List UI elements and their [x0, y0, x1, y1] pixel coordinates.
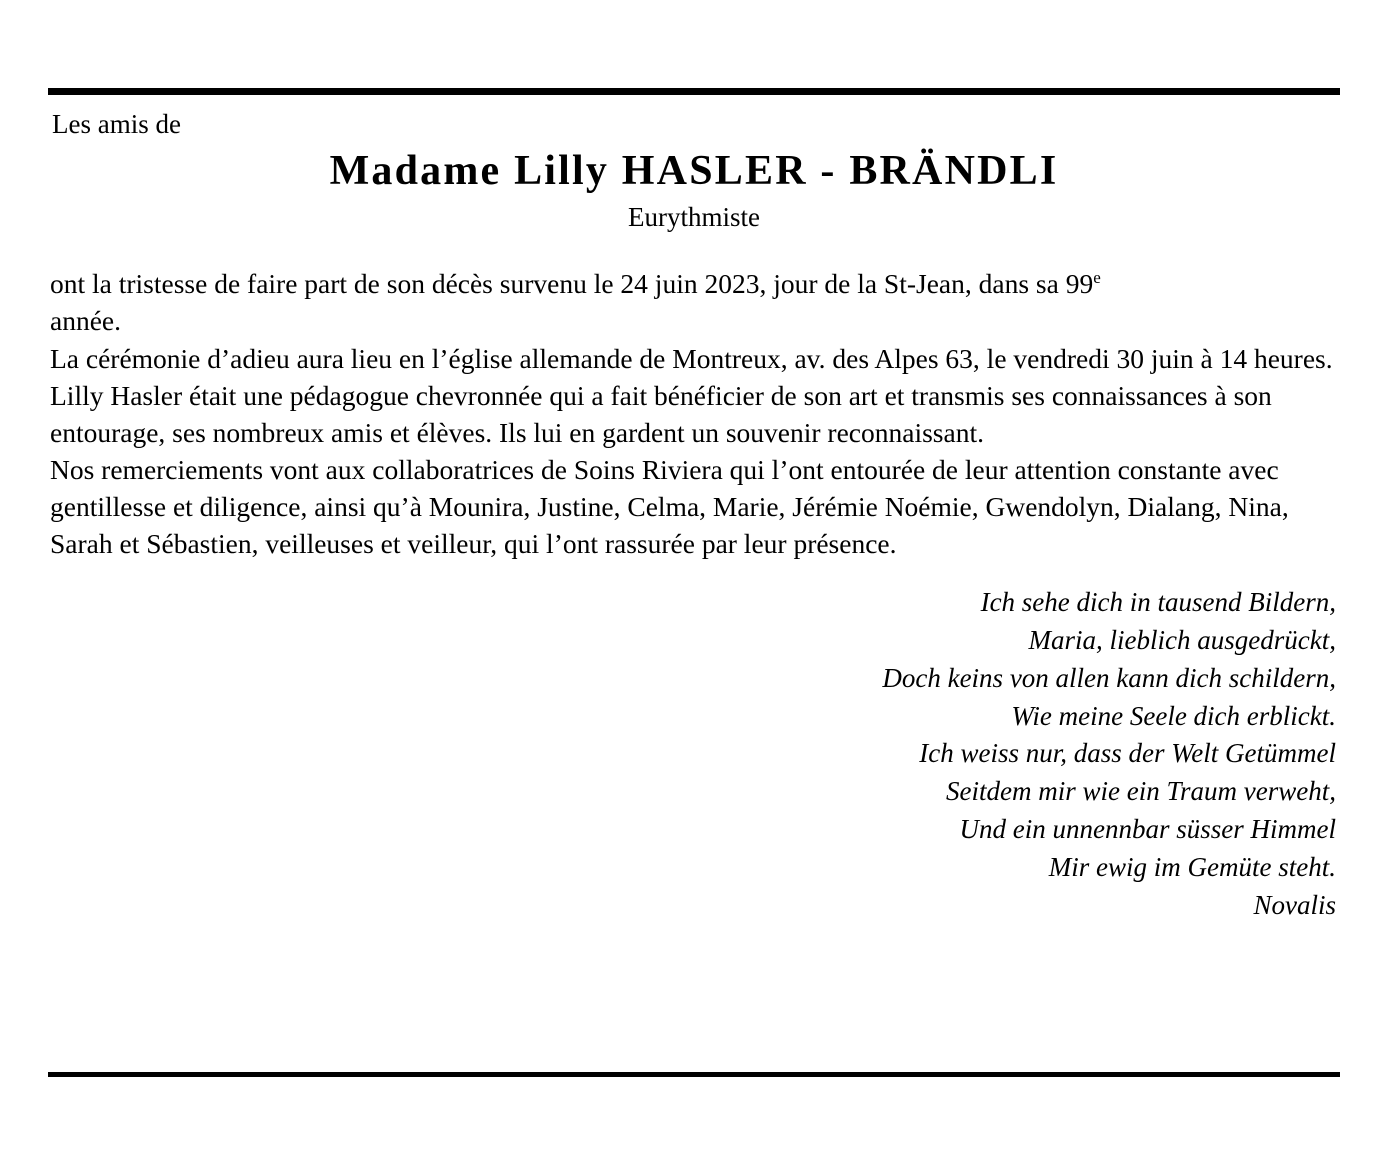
poem-author: Novalis — [1253, 889, 1336, 920]
paragraph-tribute: Lilly Hasler était une pédagogue chevronnée qui a fait bénéficier de son art et transmis ses connaissances à son entourage, ses nombreux amis et élèves. Ils lui en gardent un souvenir reconnaissant. — [50, 379, 1272, 448]
intro-line: Les amis de — [52, 109, 181, 139]
poem-line: Maria, lieblich ausgedrückt, — [1028, 625, 1336, 656]
poem-line: Ich weiss nur, dass der Welt Getümmel — [919, 738, 1336, 769]
poem-line: Ich sehe dich in tausend Bildern, — [980, 587, 1336, 618]
bottom-divider — [48, 1072, 1340, 1077]
paragraph-announcement — [50, 265, 1340, 302]
deceased-name: Madame Lilly HASLER - BRÄNDLI — [329, 148, 1059, 195]
announcement-text: ont la tristesse de faire part de son décès survenu le 24 juin 2023, jour de la St-Jean, dans sa 99 — [50, 268, 1094, 300]
poem-line: Und ein unnennbar süsser Himmel — [959, 814, 1336, 845]
notice-body — [50, 265, 1340, 562]
deceased-role: Eurythmiste — [628, 202, 760, 233]
poem-line: Wie meine Seele dich erblickt. — [1011, 700, 1336, 731]
poem-line: Mir ewig im Gemüte steht. — [1048, 851, 1336, 882]
paragraph-thanks: Nos remerciements vont aux collaboratrices de Soins Riviera qui l’ont entourée de leur attention constante avec gentillesse et diligence, ainsi qu’à Mounira, Justine, Celma, Marie, Jérémie Noémie, Gwendolyn, Dialang, Nina, Sarah et Sébastien, veilleuses et veilleur, qui l’ont rassurée par leur présence. — [50, 453, 1289, 560]
paragraph-ceremony: La cérémonie d’adieu aura lieu en l’église allemande de Montreux, av. des Alpes 63, le vendredi 30 juin à 14 heures. — [50, 342, 1333, 374]
death-notice — [0, 88, 1388, 1172]
ordinal-suffix: e — [1093, 268, 1101, 288]
paragraph-announcement-cont: année. — [50, 305, 121, 337]
poem-line: Seitdem mir wie ein Traum verweht, — [946, 776, 1336, 807]
poem-line: Doch keins von allen kann dich schildern, — [882, 662, 1336, 693]
poem-block — [48, 584, 1340, 924]
top-divider — [48, 88, 1340, 95]
